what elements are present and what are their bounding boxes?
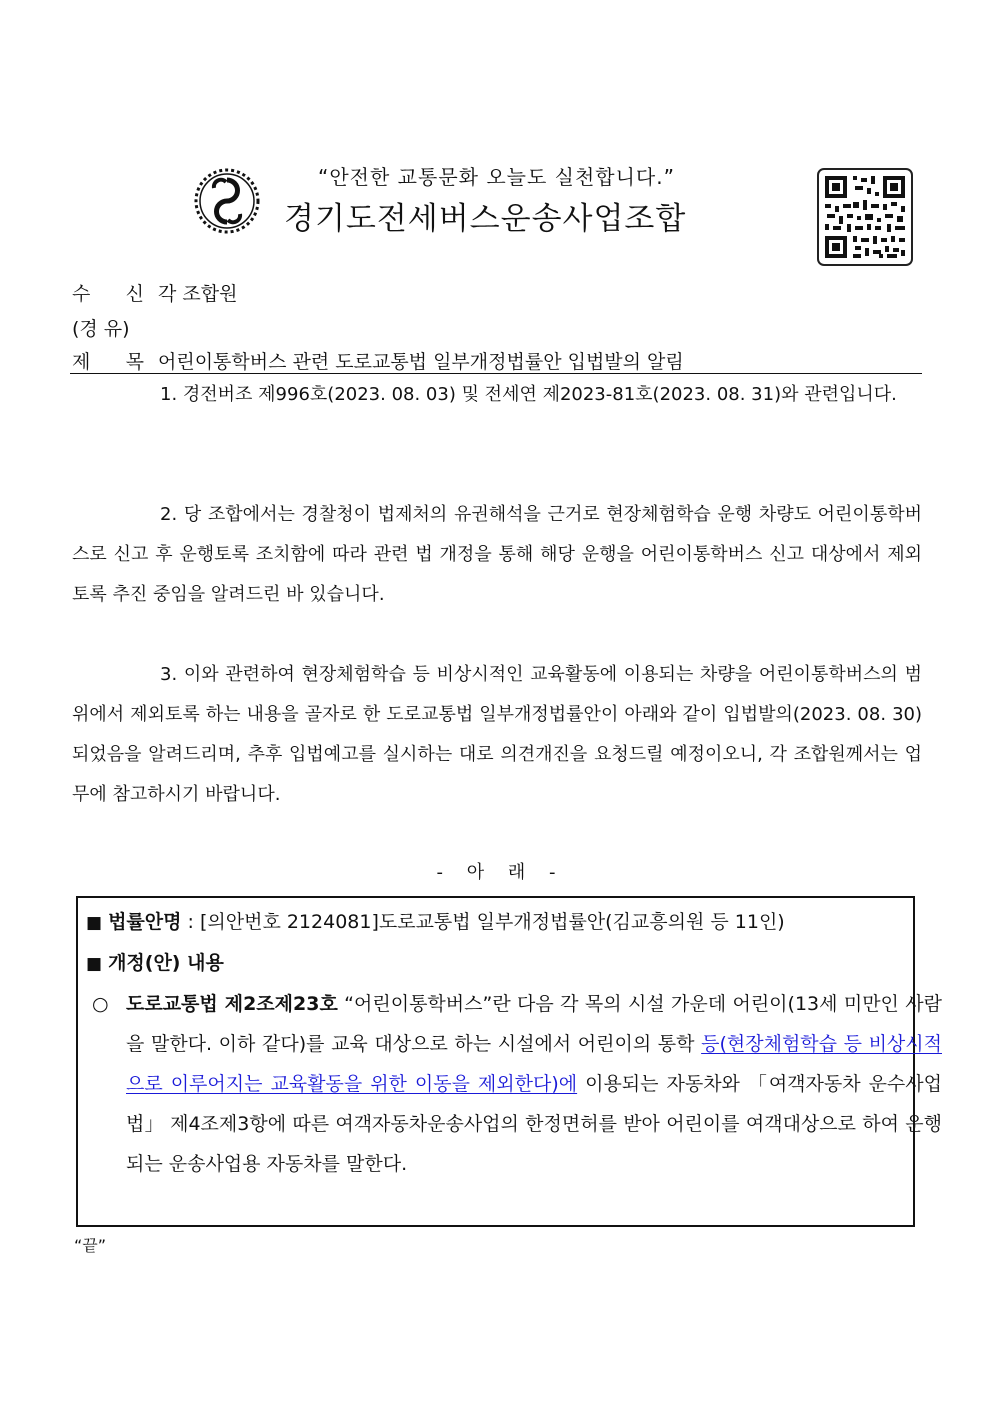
- recipient-row: [72, 279, 237, 306]
- organization-name: 경기도전세버스운송사업조합: [284, 201, 687, 237]
- amendment-text-1: “어린이통학버스”란 다음 각 목의 시설 가운데 어린이(13세 미만인 사람을 말한다. 이하 같다)를 교육 대상으로 하는 시설에서 어린이의 통학: [126, 993, 942, 1055]
- amendment-heading: 개정(안) 내용: [108, 952, 224, 974]
- association-logo: [192, 166, 262, 236]
- paragraph-2: 2. 당 조합에서는 경찰청이 법제처의 유권해석을 근거로 현장체험학습 운행 차량도 어린이통학버스로 신고 후 운행토록 조치함에 따라 관련 법 개정을 통해 해당 운행을 어린이통학버스 신고 대상에서 제외토록 추진 중임을 알려드린 바 있습니다.: [72, 504, 922, 605]
- bill-name-row: [86, 907, 785, 934]
- amendment-heading-row: [86, 948, 224, 975]
- recipient-value: 각 조합원: [158, 283, 238, 305]
- square-bullet-icon: ■: [86, 954, 103, 974]
- subject-value: 어린이통학버스 관련 도로교통법 일부개정법률안 입법발의 알림: [158, 351, 684, 373]
- subject-row: [72, 347, 684, 374]
- subject-label: 제 목: [72, 351, 144, 373]
- amendment-highlight: 등(현장체험학습 등 비상시적으로 이루어지는 교육활동을 위한 이동을 제외한다)에: [126, 1033, 942, 1095]
- paragraph-3: 3. 이와 관련하여 현장체험학습 등 비상시적인 교육활동에 이용되는 차량을 어린이통학버스의 범위에서 제외토록 하는 내용을 골자로 한 도로교통법 일부개정법률안이 아래와 같이 입법발의(2023. 08. 30) 되었음을 알려드리며, 추후 입법예고를 실시하는 대로 의견개진을 요청드릴 예정이오니, 각 조합원께서는 업무에 참고하시기 바랍니다.: [72, 664, 922, 805]
- bill-name-value: : [의안번호 2124081]도로교통법 일부개정법률안(김교흥의원 등 11인): [187, 911, 785, 933]
- amendment-text-2: 이용되는 자동차와 「여객자동차 운수사업법」 제4조제3항에 따른 여객자동차운송사업의 한정면허를 받아 어린이를 여객대상으로 하여 운행되는 운송사업용 자동차를 말한다.: [126, 1073, 942, 1175]
- amendment-bullet: [92, 984, 942, 1184]
- recipient-label: 수 신: [72, 283, 144, 305]
- bill-name-label: 법률안명: [108, 911, 182, 933]
- paragraph-1: 1. 경전버조 제996호(2023. 08. 03) 및 전세연 제2023-81호(2023. 08. 31)와 관련입니다.: [160, 384, 897, 405]
- end-mark: “끝”: [74, 1236, 107, 1255]
- below-heading: - 아 래 -: [436, 862, 556, 883]
- statute-reference: 도로교통법 제2조제23호: [126, 993, 338, 1015]
- via-label: (경 유): [72, 318, 130, 340]
- circle-bullet-icon: ○: [92, 993, 109, 1015]
- subject-divider: [70, 373, 922, 374]
- square-bullet-icon: ■: [86, 913, 103, 933]
- slogan: “안전한 교통문화 오늘도 실천합니다.”: [318, 165, 675, 189]
- qr-code[interactable]: [817, 168, 913, 266]
